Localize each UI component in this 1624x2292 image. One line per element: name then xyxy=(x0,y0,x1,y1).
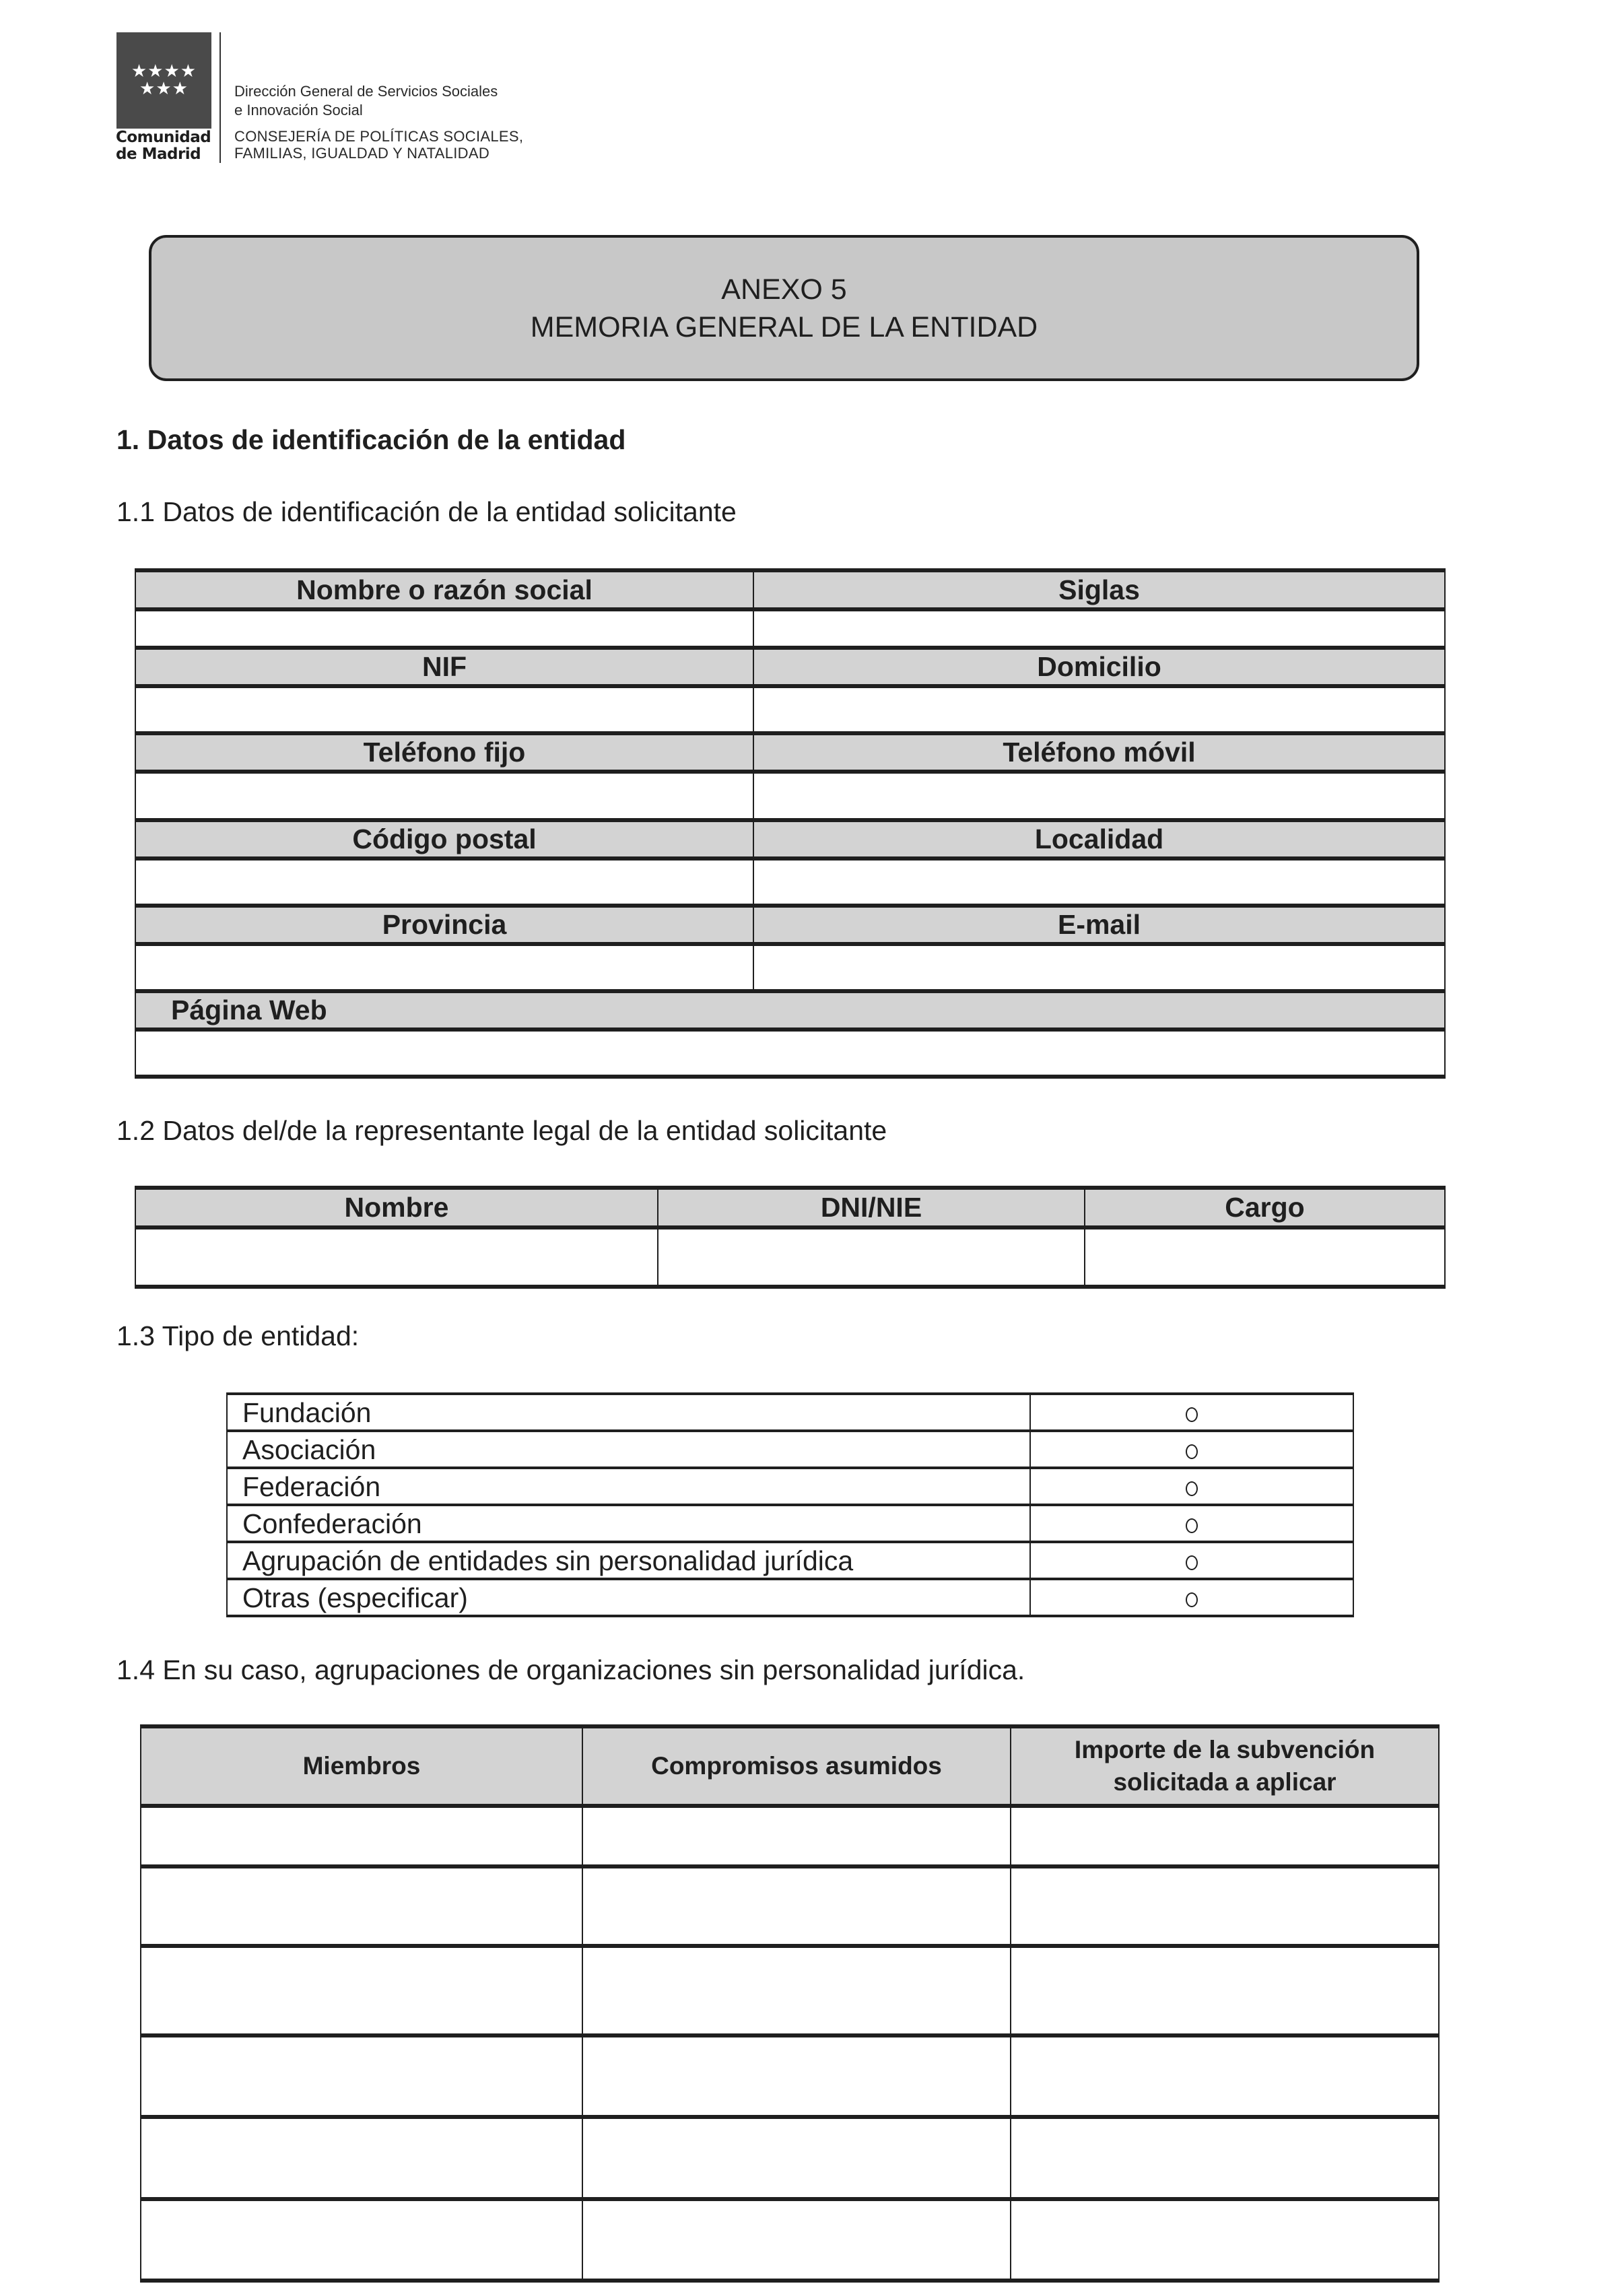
table-row xyxy=(135,609,1445,648)
entity-identification-table xyxy=(135,568,1446,1079)
column-header-importe-line1: Importe de la subvención xyxy=(1074,1736,1376,1763)
header-divider xyxy=(219,32,221,163)
table-row xyxy=(135,686,1445,733)
table-row xyxy=(141,2117,1439,2199)
compromisos-cell[interactable] xyxy=(582,2117,1011,2199)
entity-type-option[interactable] xyxy=(227,1505,1353,1542)
localidad-field[interactable] xyxy=(753,858,1445,906)
table-row xyxy=(141,2035,1439,2117)
label-nombre-razon-social: Nombre o razón social xyxy=(135,570,753,609)
label-domicilio: Domicilio xyxy=(753,648,1445,686)
miembros-cell[interactable] xyxy=(141,1806,582,1866)
logo-wordmark xyxy=(116,129,217,163)
table-header-row xyxy=(135,906,1445,944)
compromisos-cell[interactable] xyxy=(582,2199,1011,2281)
radio-asociacion[interactable] xyxy=(1186,1444,1198,1459)
miembros-cell[interactable] xyxy=(141,1866,582,1946)
label-pagina-web: Página Web xyxy=(135,991,1445,1030)
column-header-compromisos: Compromisos asumidos xyxy=(582,1726,1011,1806)
telefono-fijo-field[interactable] xyxy=(135,772,753,820)
option-label: Fundación xyxy=(227,1394,1030,1431)
table-row xyxy=(135,944,1445,991)
entity-type-option[interactable] xyxy=(227,1542,1353,1579)
ministry-line2: FAMILIAS, IGUALDAD Y NATALIDAD xyxy=(234,145,490,162)
nombre-razon-social-field[interactable] xyxy=(135,609,753,648)
telefono-movil-field[interactable] xyxy=(753,772,1445,820)
table-row xyxy=(141,1866,1439,1946)
entity-type-option[interactable] xyxy=(227,1579,1353,1616)
radio-confederacion[interactable] xyxy=(1186,1518,1198,1533)
codigo-postal-field[interactable] xyxy=(135,858,753,906)
option-label: Agrupación de entidades sin personalidad jurídica xyxy=(227,1542,1030,1579)
miembros-cell[interactable] xyxy=(141,1946,582,2035)
table-row xyxy=(135,1030,1445,1077)
entity-type-option[interactable] xyxy=(227,1431,1353,1468)
table-header-row xyxy=(135,648,1445,686)
department-line2: e Innovación Social xyxy=(234,102,363,119)
option-label: Federación xyxy=(227,1468,1030,1505)
option-label: Confederación xyxy=(227,1505,1030,1542)
label-nif: NIF xyxy=(135,648,753,686)
column-header-importe-line2: solicitada a aplicar xyxy=(1113,1768,1337,1796)
table-header-row xyxy=(135,991,1445,1030)
importe-cell[interactable] xyxy=(1011,2199,1439,2281)
table-header-row xyxy=(135,733,1445,772)
section-1-2-heading: 1.2 Datos del/de la representante legal de la entidad solicitante xyxy=(116,1115,887,1146)
nif-field[interactable] xyxy=(135,686,753,733)
compromisos-cell[interactable] xyxy=(582,2035,1011,2117)
provincia-field[interactable] xyxy=(135,944,753,991)
compromisos-cell[interactable] xyxy=(582,1806,1011,1866)
document-title-box xyxy=(149,235,1419,381)
pagina-web-field[interactable] xyxy=(135,1030,1445,1077)
importe-cell[interactable] xyxy=(1011,2117,1439,2199)
table-header-row xyxy=(135,1188,1445,1227)
department-line1: Dirección General de Servicios Sociales xyxy=(234,83,498,100)
importe-cell[interactable] xyxy=(1011,1806,1439,1866)
representante-nombre-field[interactable] xyxy=(135,1227,658,1287)
entity-type-option[interactable] xyxy=(227,1468,1353,1505)
column-header-importe xyxy=(1011,1726,1439,1806)
importe-cell[interactable] xyxy=(1011,1946,1439,2035)
department-name xyxy=(234,82,498,120)
label-codigo-postal: Código postal xyxy=(135,820,753,858)
annex-number: ANEXO 5 xyxy=(721,273,847,306)
label-email: E-mail xyxy=(753,906,1445,944)
label-telefono-movil: Teléfono móvil xyxy=(753,733,1445,772)
section-1-heading: 1. Datos de identificación de la entidad xyxy=(116,424,626,455)
column-header-miembros: Miembros xyxy=(141,1726,582,1806)
table-header-row xyxy=(135,570,1445,609)
compromisos-cell[interactable] xyxy=(582,1946,1011,2035)
miembros-cell[interactable] xyxy=(141,2035,582,2117)
section-1-1-heading: 1.1 Datos de identificación de la entidad solicitante xyxy=(116,496,737,527)
column-header-nombre: Nombre xyxy=(135,1188,658,1227)
radio-federacion[interactable] xyxy=(1186,1481,1198,1496)
ministry-name xyxy=(234,128,523,162)
legal-representative-table xyxy=(135,1186,1446,1289)
table-row xyxy=(135,1227,1445,1287)
table-row xyxy=(135,858,1445,906)
option-label: Otras (especificar) xyxy=(227,1579,1030,1616)
table-row xyxy=(141,1806,1439,1866)
table-row xyxy=(141,1946,1439,2035)
column-header-cargo: Cargo xyxy=(1085,1188,1445,1227)
section-1-3-heading: 1.3 Tipo de entidad: xyxy=(116,1320,360,1351)
column-header-dni-nie: DNI/NIE xyxy=(658,1188,1085,1227)
grouping-members-table xyxy=(140,1724,1440,2283)
ministry-line1: CONSEJERÍA DE POLÍTICAS SOCIALES, xyxy=(234,128,524,145)
radio-agrupacion[interactable] xyxy=(1186,1555,1198,1570)
radio-otras[interactable] xyxy=(1186,1592,1198,1607)
label-provincia: Provincia xyxy=(135,906,753,944)
madrid-stars-icon: ★★★★ ★★★ xyxy=(131,61,197,98)
table-header-row xyxy=(141,1726,1439,1806)
section-1-4-heading: 1.4 En su caso, agrupaciones de organizaciones sin personalidad jurídica. xyxy=(116,1654,1025,1685)
compromisos-cell[interactable] xyxy=(582,1866,1011,1946)
importe-cell[interactable] xyxy=(1011,1866,1439,1946)
representante-cargo-field[interactable] xyxy=(1085,1227,1445,1287)
miembros-cell[interactable] xyxy=(141,2199,582,2281)
label-telefono-fijo: Teléfono fijo xyxy=(135,733,753,772)
table-header-row xyxy=(135,820,1445,858)
table-row xyxy=(141,2199,1439,2281)
siglas-field[interactable] xyxy=(753,609,1445,648)
representante-dni-field[interactable] xyxy=(658,1227,1085,1287)
document-title: MEMORIA GENERAL DE LA ENTIDAD xyxy=(530,310,1038,343)
label-siglas: Siglas xyxy=(753,570,1445,609)
radio-fundacion[interactable] xyxy=(1186,1407,1198,1422)
email-field[interactable] xyxy=(753,944,1445,991)
table-row xyxy=(135,772,1445,820)
entity-type-option[interactable] xyxy=(227,1394,1353,1431)
comunidad-madrid-logo xyxy=(116,32,211,129)
logo-name-line1: Comunidad xyxy=(116,129,211,146)
miembros-cell[interactable] xyxy=(141,2117,582,2199)
domicilio-field[interactable] xyxy=(753,686,1445,733)
label-localidad: Localidad xyxy=(753,820,1445,858)
entity-type-table xyxy=(226,1392,1354,1617)
importe-cell[interactable] xyxy=(1011,2035,1439,2117)
option-label: Asociación xyxy=(227,1431,1030,1468)
logo-name-line2: de Madrid xyxy=(116,145,201,163)
